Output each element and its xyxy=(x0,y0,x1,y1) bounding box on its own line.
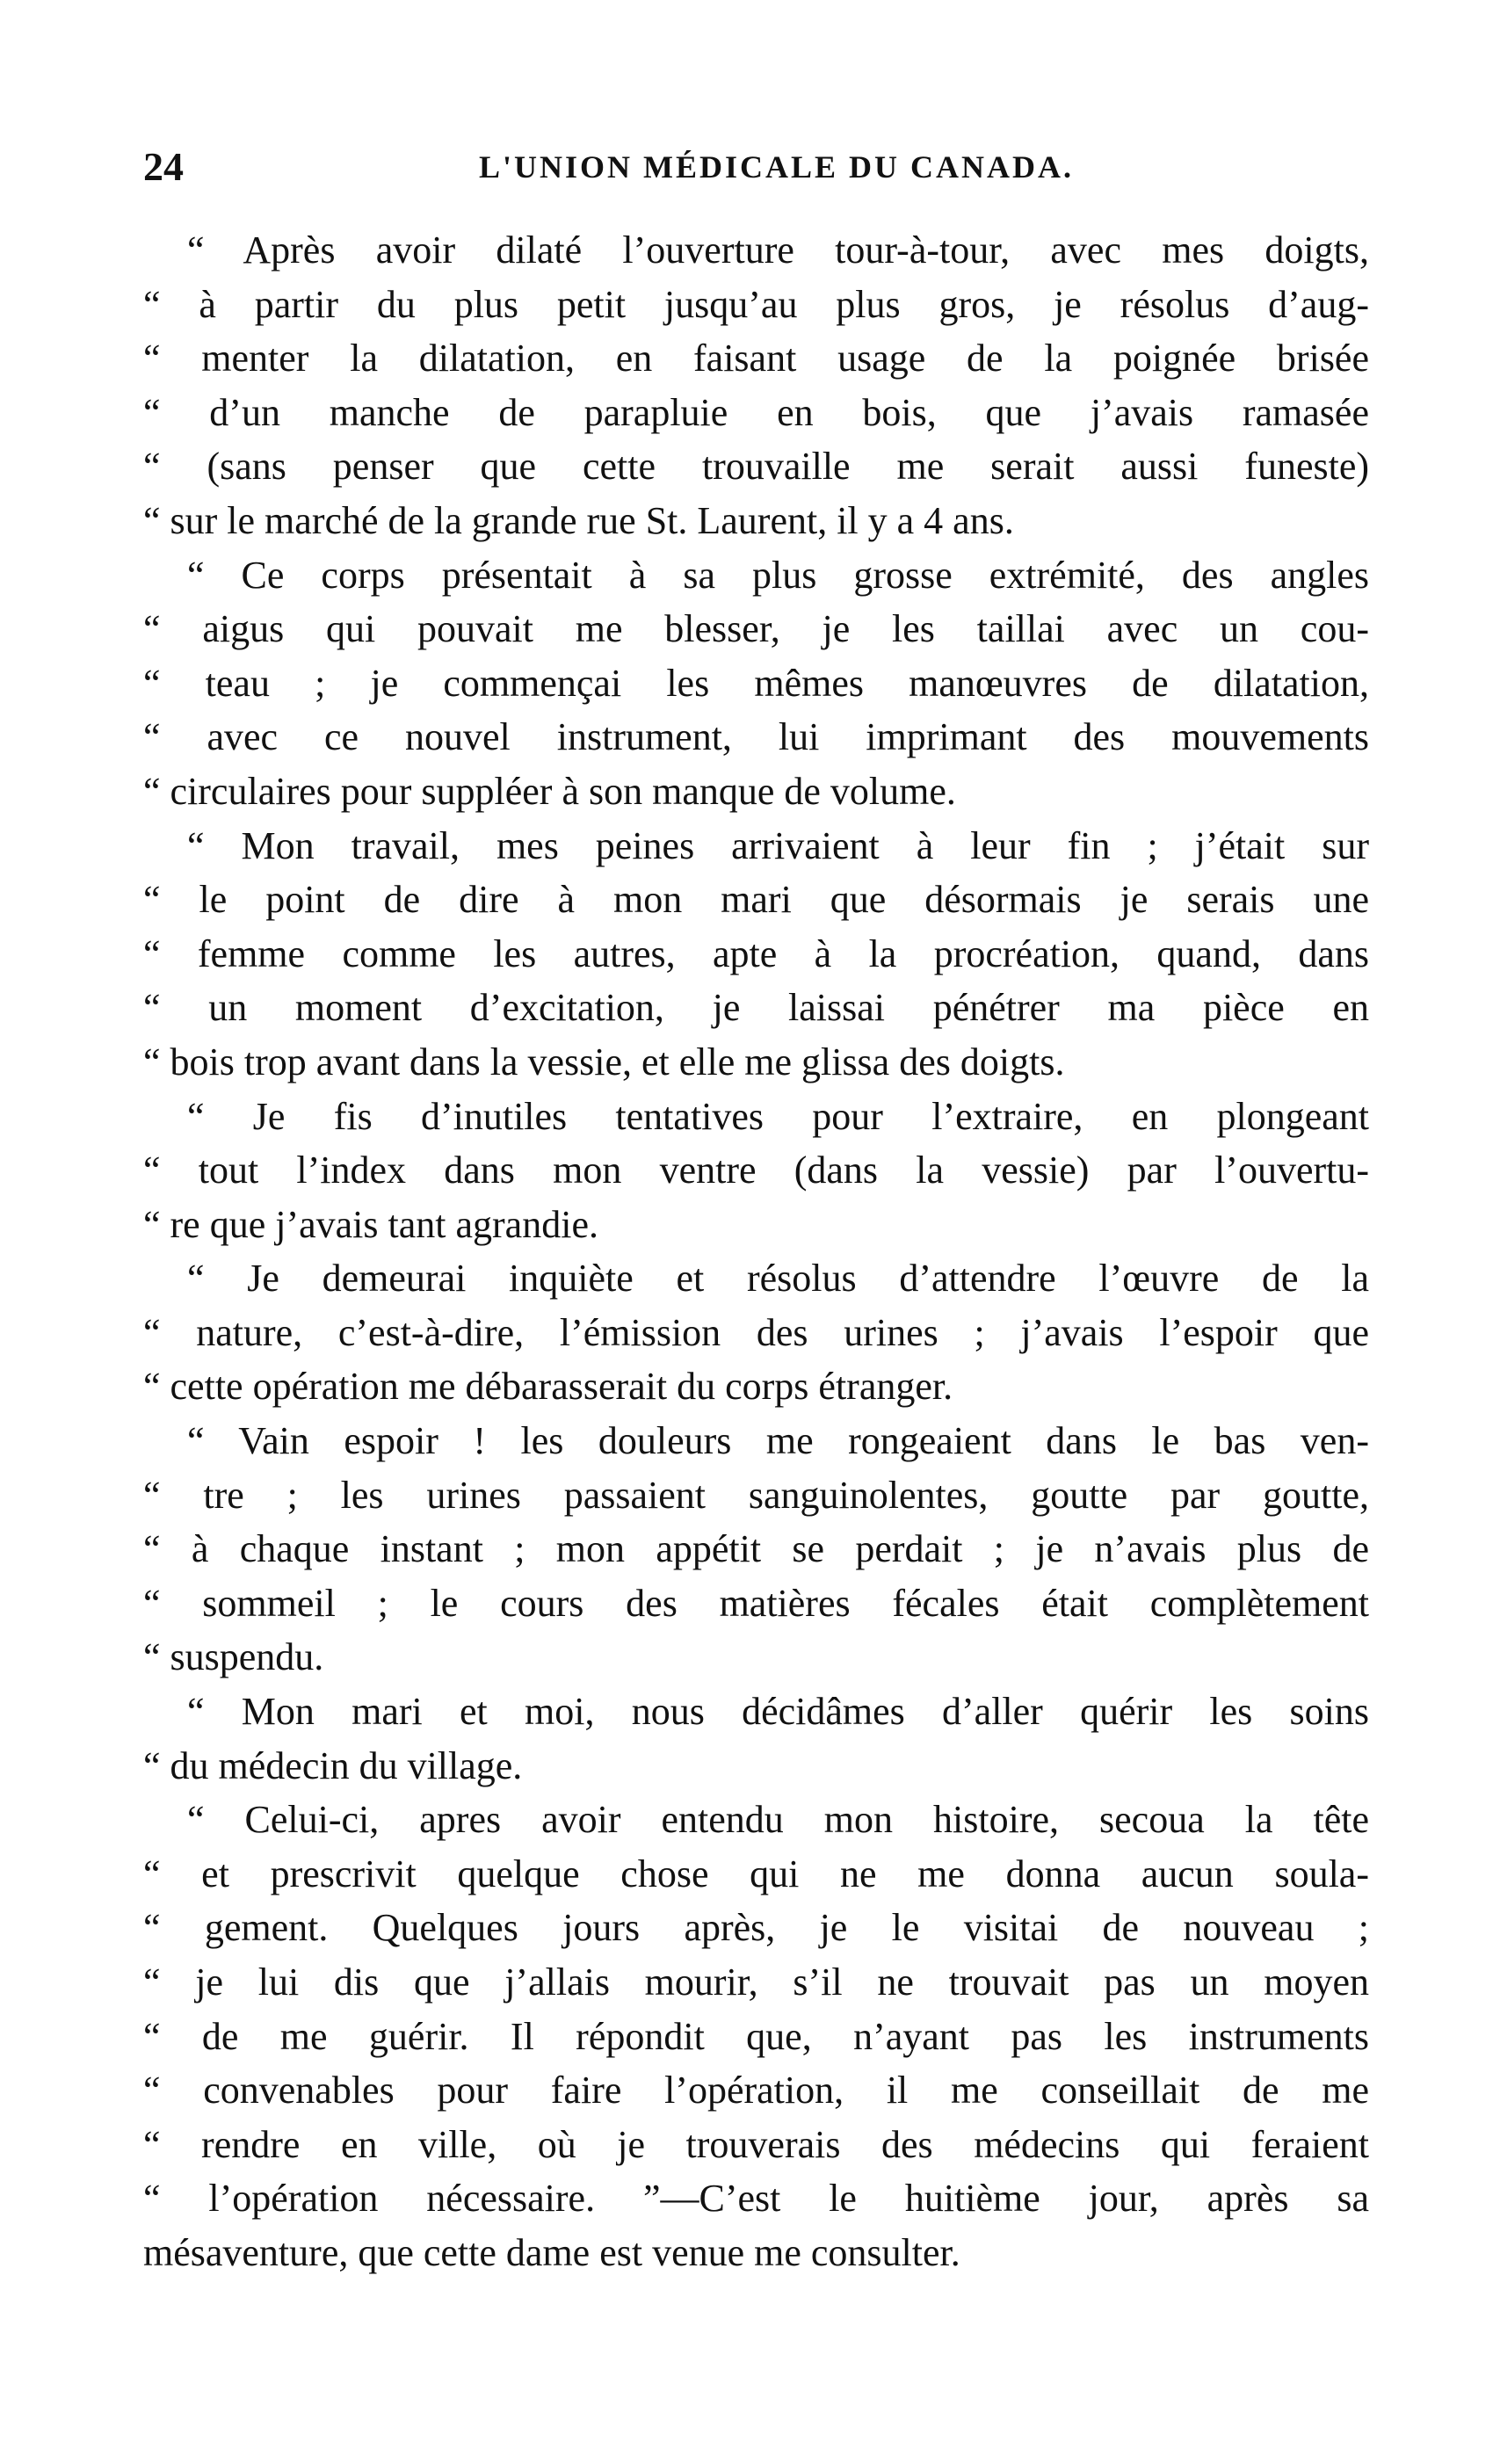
text-line: “ Celui-ci, apres avoir entendu mon histoire, secoua la tête xyxy=(187,1798,1369,1842)
text-line: “ d’un manche de parapluie en bois, que j’avais ramasée xyxy=(143,390,1369,434)
text-line: “ et prescrivit quelque chose qui ne me donna aucun soula- xyxy=(143,1852,1369,1895)
text-line: “ Après avoir dilaté l’ouverture tour-à-tour, avec mes doigts, xyxy=(187,228,1369,272)
text-line: “ Mon mari et moi, nous décidâmes d’aller quérir les soins xyxy=(187,1690,1369,1734)
text-line: “ re que j’avais tant agrandie. xyxy=(143,1202,598,1246)
text-line: “ à partir du plus petit jusqu’au plus gros, je résolus d’aug- xyxy=(143,282,1369,326)
text-line: “ femme comme les autres, apte à la procréation, quand, dans xyxy=(143,931,1369,975)
text-line: “ aigus qui pouvait me blesser, je les taillai avec un cou- xyxy=(143,607,1369,651)
text-line: “ Mon travail, mes peines arrivaient à leur fin ; j’était sur xyxy=(187,823,1369,867)
text-line: “ tre ; les urines passaient sanguinolentes, goutte par goutte, xyxy=(143,1473,1369,1517)
journal-title: L'UNION MÉDICALE DU CANADA. xyxy=(478,149,1075,185)
text-line: “ convenables pour faire l’opération, il me conseillait de me xyxy=(143,2069,1369,2113)
text-line: “ sur le marché de la grande rue St. Laurent, il y a 4 ans. xyxy=(143,498,1014,542)
text-line: “ Je fis d’inutiles tentatives pour l’extraire, en plongeant xyxy=(187,1094,1369,1138)
text-line: “ menter la dilatation, en faisant usage de la poignée brisée xyxy=(143,337,1369,380)
text-line: “ Je demeurai inquiète et résolus d’attendre l’œuvre de la xyxy=(187,1257,1369,1301)
text-line: “ teau ; je commençai les mêmes manœuvres de dilatation, xyxy=(143,661,1369,705)
text-line: “ nature, c’est-à-dire, l’émission des urines ; j’avais l’espoir que xyxy=(143,1310,1369,1354)
text-line: “ de me guérir. Il répondit que, n’ayant pas les instruments xyxy=(143,2014,1369,2058)
text-line: “ gement. Quelques jours après, je le visitai de nouveau ; xyxy=(143,1906,1369,1950)
text-line: “ bois trop avant dans la vessie, et elle me glissa des doigts. xyxy=(143,1040,1065,1083)
text-line: “ avec ce nouvel instrument, lui imprimant des mouvements xyxy=(143,715,1369,759)
text-line: “ à chaque instant ; mon appétit se perdait ; je n’avais plus de xyxy=(143,1527,1369,1571)
text-line: mésaventure, que cette dame est venue me consulter. xyxy=(143,2230,960,2274)
text-line: “ cette opération me débarasserait du corps étranger. xyxy=(143,1365,953,1409)
text-line: “ circulaires pour suppléer à son manque de volume. xyxy=(143,769,956,813)
running-head xyxy=(143,141,1357,193)
text-line: “ suspendu. xyxy=(143,1635,324,1679)
text-line: “ le point de dire à mon mari que désormais je serais une xyxy=(143,878,1369,922)
text-line: “ je lui dis que j’allais mourir, s’il ne trouvait pas un moyen xyxy=(143,1960,1369,2004)
text-line: “ (sans penser que cette trouvaille me serait aussi funeste) xyxy=(143,445,1369,489)
text-line: “ Ce corps présentait à sa plus grosse extrémité, des angles xyxy=(187,553,1369,597)
text-line: “ tout l’index dans mon ventre (dans la vessie) par l’ouvertu- xyxy=(143,1149,1369,1192)
text-line: “ du médecin du village. xyxy=(143,1743,523,1787)
text-line: “ un moment d’excitation, je laissai pénétrer ma pièce en xyxy=(143,986,1369,1030)
text-line: “ Vain espoir ! les douleurs me rongeaient dans le bas ven- xyxy=(187,1419,1369,1463)
text-line: “ l’opération nécessaire. ”—C’est le huitième jour, après sa xyxy=(143,2177,1369,2221)
page-number: 24 xyxy=(143,144,184,189)
text-line: “ sommeil ; le cours des matières fécales était complètement xyxy=(143,1581,1369,1625)
text-line: “ rendre en ville, où je trouverais des médecins qui feraient xyxy=(143,2122,1369,2166)
body-text xyxy=(143,223,1369,2280)
